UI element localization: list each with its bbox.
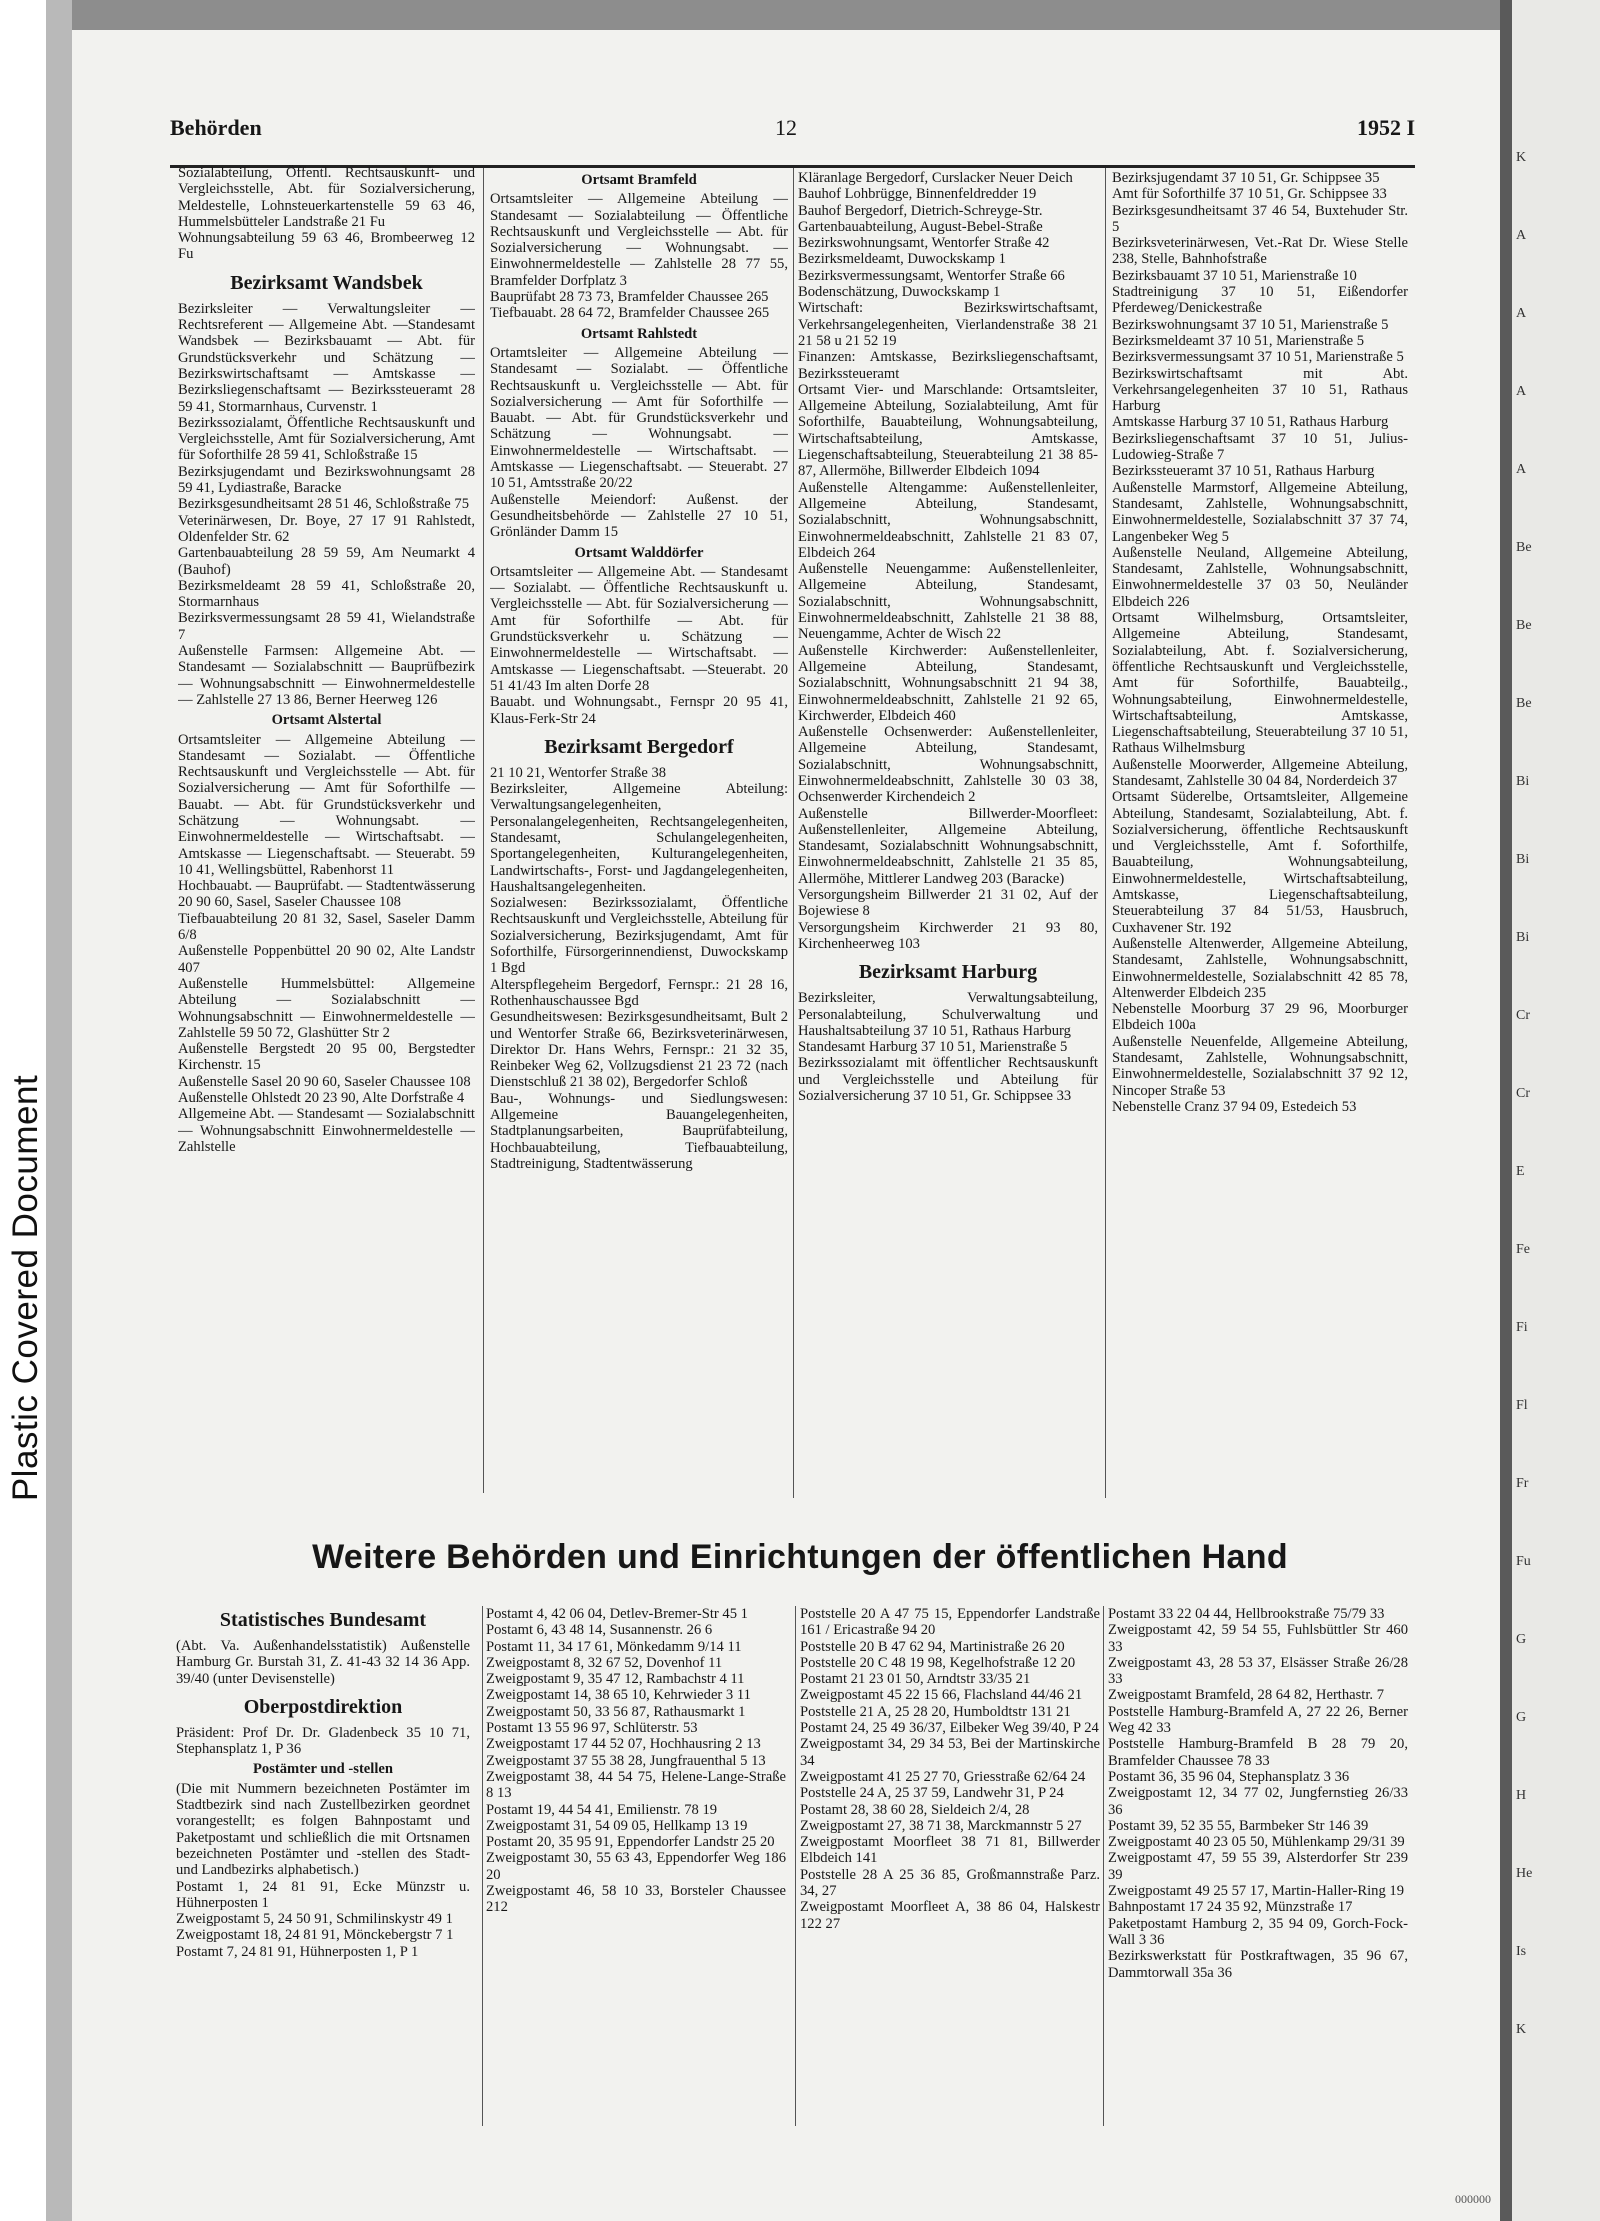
directory-entry: Postamt 39, 52 35 55, Barmbeker Str 146 39 [1108,1817,1369,1834]
directory-entry: Ortsamt Wilhelmsburg, Ortsamtsleiter, Allgemeine Abteilung, Standesamt, Sozialabteilung, Abt. f. Sozialversicherung, öffentliche Rechtsauskunft und Vergleichsstelle, Amt für Soforthilfe, Bauabteilg., Wohnungsabteilung, Einwohnermeldestelle, Wirtschaftsabteilung, Amtskasse, Liegenschaftsabteilung, Steuerabteilung 37 10 51, Rathaus Wilhelmsburg [1112,610,1408,757]
directory-entry: Zweigpostamt 12, 34 77 02, Jungfernstieg 26/33 36 [1108,1785,1408,1818]
next-page-fragment: Is [1516,1944,1527,1959]
directory-entry: Präsident: Prof Dr. Dr. Gladenbeck 35 10 71, Stephansplatz 1, P 36 [176,1724,470,1758]
directory-entry: Zweigpostamt 5, 24 50 91, Schmilinskystr 49 1 [176,1911,453,1928]
column-2 [490,168,788,1488]
directory-entry: 21 10 21, Wentorfer Straße 38 [490,764,667,781]
page-number: 12 [775,115,797,140]
directory-entry: Zweigpostamt 34, 29 34 53, Bei der Martinskirche 34 [800,1736,1100,1769]
subsection-heading: Ortsamt Rahlstedt [580,325,698,342]
directory-entry: Bezirkssozialamt, Öffentliche Rechtsauskunft und Vergleichsstelle, Amt für Sozialversicherung, Amt für Soforthilfe 28 59 41, Schloßstraße 15 [178,414,475,464]
directory-entry: Gesundheitswesen: Bezirksgesundheitsamt, Bult 2 und Wentorfer Straße 66, Bezirksveterinärwesen, Direktor Dr. Hans Wehrs, Fernspr.: 21 32 35, Reinbeker Weg 62, Vollzugsdienst 21 23 72 (nach Dienstschluß 21 38 02), Bergedorfer Schloß [490,1009,788,1091]
directory-entry: Nebenstelle Moorburg 37 29 96, Moorburger Elbdeich 100a [1112,1001,1408,1034]
directory-entry: Poststelle Hamburg-Bramfeld A, 27 22 26, Berner Weg 42 33 [1108,1703,1408,1737]
directory-entry: Bezirksveterinärwesen, Vet.-Rat Dr. Wiese Stelle 238, Stelle, Bahnhofstraße [1112,235,1408,268]
directory-entry: Zweigpostamt 8, 32 67 52, Dovenhof 11 [486,1654,723,1671]
directory-entry: Zweigpostamt 42, 59 54 55, Fuhlsbüttler Str 460 33 [1108,1622,1408,1655]
directory-entry: Bezirkssteueramt 37 10 51, Rathaus Harburg [1112,463,1375,480]
directory-entry: Außenstelle Ohlstedt 20 23 90, Alte Dorfstraße 4 [178,1090,465,1107]
main-heading: Weitere Behörden und Einrichtungen der öffentlichen Hand [312,1538,1288,1576]
directory-entry: Tiefbauabt. 28 64 72, Bramfelder Chaussee 265 [490,305,770,322]
directory-entry: Zweigpostamt 27, 38 71 38, Marckmannstr 5 27 [800,1817,1082,1834]
directory-entry: Außenstelle Ochsenwerder: Außenstellenleiter, Allgemeine Abteilung, Standesamt, Sozialabschnitt, Wohnungsabschnitt, Einwohnermeldeabschnitt, Zahlstelle 30 03 38, Ochsenwerder Kirchendeich 2 [798,724,1098,806]
next-page-fragment: Cr [1516,1086,1530,1101]
section-heading: Bezirksamt Harburg [858,961,1038,984]
directory-entry: Bezirksleiter, Verwaltungsabteilung, Personalabteilung, Schulverwaltung und Haushaltsabteilung 37 10 51, Rathaus Harburg [798,990,1098,1039]
column-rule [795,1606,796,2126]
subsection-heading: Ortsamt Alstertal [271,712,382,729]
bottom-column-3 [800,1606,1100,2126]
directory-entry: Sozialwesen: Bezirkssozialamt, Öffentliche Rechtsauskunft und Vergleichsstelle, Abteilung für Sozialversicherung, Bezirksjugendamt, Amt für Soforthilfe, Fürsorgerinnendienst, Duwockskamp 1 Bgd [490,895,788,977]
directory-entry: Postamt 24, 25 49 36/37, Eilbeker Weg 39/40, P 24 [800,1720,1099,1737]
directory-entry: Bezirkssozialamt mit öffentlicher Rechtsauskunft und Vergleichsstelle und Abteilung für Sozialversicherung 37 10 51, Gr. Schippsee 33 [798,1055,1098,1105]
directory-entry: Postamt 19, 44 54 41, Emilienstr. 78 19 [486,1801,718,1818]
directory-entry: Zweigpostamt Bramfeld, 28 64 82, Herthastr. 7 [1108,1687,1385,1704]
directory-entry: Ortsamtsleiter — Allgemeine Abteilung — Standesamt — Sozialabteilung — Öffentliche Rechtsauskunft und Vergleichsstelle — Abt. für Sozialversicherung — Wohnungsabt. — Einwohnermeldestelle — Zahlstelle 28 77 55, Bramfelder Dorfplatz 3 [490,191,788,289]
directory-entry: Poststelle 21 A, 25 28 20, Humboldtstr 131 21 [800,1703,1071,1720]
directory-entry: Bauabt. und Wohnungsabt., Fernspr 20 95 41, Klaus-Ferk-Str 24 [490,694,788,727]
directory-entry: Bezirksvermessungsamt, Wentorfer Straße 66 [798,267,1065,284]
directory-entry: Stadtreinigung 37 10 51, Eißendorfer Pferdeweg/Denickestraße [1112,284,1408,317]
directory-entry: Zweigpostamt 30, 55 63 43, Eppendorfer Weg 186 20 [486,1850,786,1883]
directory-entry: Postamt 6, 43 48 14, Susannenstr. 26 6 [486,1622,713,1639]
directory-entry: Bezirksleiter, Allgemeine Abteilung: Verwaltungsangelegenheiten, Personalangelegenheiten, Rechtsangelegenheiten, Standesamt, Schulangelegenheiten, Sportangelegenheiten, Kulturangelegenheiten, Landwirtschafts-, Forst- und Jagdangelegenheiten, Haushaltsangelegenheiten. [490,781,788,895]
directory-entry: Außenstelle Neuland, Allgemeine Abteilung, Standesamt, Zahlstelle, Wohnungsabschnitt, Einwohnermeldestelle 37 03 50, Neuländer Elbdeich 226 [1112,544,1408,610]
directory-entry: Tiefbauabteilung 20 81 32, Sasel, Saseler Damm 6/8 [178,910,475,944]
next-page-fragment: Be [1516,540,1532,555]
header-section: Behörden [170,115,262,140]
next-page-fragment: Bi [1516,852,1530,867]
directory-entry: Ortamtsleiter — Allgemeine Abteilung — Standesamt — Sozialabt. — Öffentliche Rechtsauskunft u. Vergleichsstelle — Abt. für Sozialversicherung — Amt für Soforthilfe — Bauabt. — Abt. für Grundstücksverkehr und Schätzung — Wohnungsabt. — Einwohnermeldestelle — Wirtschaftsabt. — Amtskasse — Liegenschaftsabt. — Steuerabt. 27 10 51, Amtsstraße 20/22 [490,344,788,492]
directory-entry: Bezirksgesundheitsamt 37 46 54, Buxtehuder Str. 5 [1112,202,1408,235]
column-4 [1112,170,1408,1500]
directory-entry: Postamt 21 23 01 50, Arndtstr 33/35 21 [800,1671,1031,1688]
directory-entry: Bezirksgesundheitsamt 28 51 46, Schloßstraße 75 [178,496,470,513]
directory-entry: Versorgungsheim Billwerder 21 31 02, Auf der Bojewiese 8 [798,887,1098,920]
column-rule [482,1606,483,2126]
directory-entry: Bezirksvermessungsamt 28 59 41, Wielandstraße 7 [178,610,475,643]
column-3 [798,170,1098,1500]
directory-entry: Bauprüfabt 28 73 73, Bramfelder Chaussee 265 [490,289,769,306]
section-heading: Bezirksamt Wandsbek [230,271,423,294]
next-page-fragment: A [1516,462,1527,477]
next-page-fragment: Be [1516,696,1532,711]
directory-entry: Veterinärwesen, Dr. Boye, 27 17 91 Rahlstedt, Oldenfelder Str. 62 [178,512,475,545]
directory-entry: Bezirksjugendamt und Bezirkswohnungsamt 28 59 41, Lydiastraße, Baracke [178,463,475,497]
directory-entry: (Abt. Va. Außenhandelsstatistik) Außenstelle Hamburg Gr. Burstah 31, Z. 41-43 32 14 36 App. 39/40 (unter Devisenstelle) [176,1638,470,1687]
directory-entry: Poststelle 28 A 25 36 85, Großmannstraße Parz. 34, 27 [800,1866,1100,1900]
column-1 [178,165,475,1495]
directory-entry: Zweigpostamt Moorfleet 38 71 81, Billwerder Elbdeich 141 [800,1834,1100,1867]
directory-entry: Poststelle 20 C 48 19 98, Kegelhofstraße 12 20 [800,1654,1076,1671]
directory-entry: Zweigpostamt 31, 54 09 05, Hellkamp 13 19 [486,1817,748,1834]
directory-entry: Zweigpostamt 14, 38 65 10, Kehrwieder 3 11 [486,1687,751,1704]
directory-entry: Zweigpostamt 37 55 38 28, Jungfrauenthal 5 13 [486,1752,766,1769]
directory-entry: Postamt 28, 38 60 28, Sieldeich 2/4, 28 [800,1801,1030,1818]
next-page-fragment: H [1516,1788,1527,1803]
directory-entry: Amtskasse Harburg 37 10 51, Rathaus Harburg [1112,414,1389,431]
directory-entry: Alterspflegeheim Bergedorf, Fernspr.: 21 28 16, Rothenhauschaussee Bgd [490,976,788,1009]
directory-entry: Bezirksvermessungsamt 37 10 51, Marienstraße 5 [1112,349,1404,366]
directory-entry: Postamt 20, 35 95 91, Eppendorfer Landstr 25 20 [486,1834,775,1851]
directory-entry: Außenstelle Billwerder-Moorfleet: Außenstellenleiter, Allgemeine Abteilung, Standesamt, Sozialabschnitt Wohnungsabschnitt, Einwohnermeldeabschnitt, Zahlstelle 21 35 85, Allermöhe, Mittlerer Landweg 203 (Baracke) [798,805,1098,887]
directory-entry: Postamt 36, 35 96 04, Stephansplatz 3 36 [1108,1768,1350,1785]
directory-entry: Sozialabteilung, Öffentl. Rechtsauskunft- und Vergleichsstelle, Abt. für Sozialversicherung, Meldestelle, Lohnsteuerkartenstelle 59 63 46, Hummelsbütteler Landstraße 21 Fu [178,165,475,230]
section-heading: Bezirksamt Bergedorf [544,735,734,758]
directory-entry: Ortsamt Vier- und Marschlande: Ortsamtsleiter, Allgemeine Abteilung, Sozialabteilung, Amt für Soforthilfe, Bauabteilung, Wohnungsabteilung, Wirtschaftsabteilung, Amtskasse, Liegenschaftsabteilung, Steuerabteilung 21 38 85-87, Allermöhe, Billwerder Elbdeich 1094 [798,381,1098,480]
directory-entry: Bezirksbauamt 37 10 51, Marienstraße 10 [1112,267,1357,284]
directory-entry: Zweigpostamt 50, 33 56 87, Rathausmarkt 1 [486,1703,746,1720]
directory-entry: Zweigpostamt 40 23 05 50, Mühlenkamp 29/31 39 [1108,1834,1405,1851]
directory-entry: Zweigpostamt 17 44 52 07, Hochhausring 2 13 [486,1736,761,1753]
next-page-fragment: Bi [1516,774,1530,789]
directory-entry: Zweigpostamt 45 22 15 66, Flachsland 44/46 21 [800,1687,1083,1704]
directory-entry: Bau-, Wohnungs- und Siedlungswesen: Allgemeine Bauangelegenheiten, Stadtplanungsarbeiten, Bauprüfabteilung, Hochbauabteilung, Tiefbauabteilung, Stadtreinigung, Stadtentwässerung [490,1090,788,1172]
directory-entry: Bezirkswirtschaftsamt mit Abt. Verkehrsangelegenheiten 37 10 51, Rathaus Harburg [1112,365,1408,415]
directory-entry: Außenstelle Altengamme: Außenstellenleiter, Allgemeine Abteilung, Standesamt, Sozialabschnitt, Wohnungsabschnitt, Einwohnermeldeabschnitt, Zahlstelle 21 83 07, Elbdeich 264 [798,479,1098,561]
bottom-column-4 [1108,1606,1408,2126]
directory-entry: Bezirksmeldeamt, Duwockskamp 1 [798,251,1006,268]
directory-entry: Außenstelle Sasel 20 90 60, Saseler Chaussee 108 [178,1073,471,1090]
directory-entry: Paketpostamt Hamburg 2, 35 94 09, Gorch-Fock-Wall 3 36 [1108,1915,1408,1948]
column-rule [483,168,484,1493]
section-heading: Oberpostdirektion [243,1695,403,1718]
directory-entry: Finanzen: Amtskasse, Bezirksliegenschaftsamt, Bezirkssteueramt [798,349,1098,382]
directory-entry: Zweigpostamt Moorfleet A, 38 86 04, Halskestr 122 27 [800,1899,1100,1932]
directory-entry: Außenstelle Poppenbüttel 20 90 02, Alte Landstr 407 [178,943,475,976]
column-rule [1105,168,1106,1498]
bottom-column-1 [176,1600,470,2120]
directory-entry: Bezirksleiter — Verwaltungsleiter — Rechtsreferent — Allgemeine Abt. —Standesamt Wandsbek — Bezirksbauamt — Abt. für Grundstücksverkehr und Schätzung — Bezirkswirtschaftsamt — Amtskasse — Bezirksliegenschaftsamt — Bezirkssteueramt 28 59 41, Stormarnhaus, Curvenstr. 1 [178,300,475,415]
directory-entry: Poststelle 24 A, 25 37 59, Landwehr 31, P 24 [800,1785,1064,1802]
directory-entry: Außenstelle Bergstedt 20 95 00, Bergstedter Kirchenstr. 15 [178,1041,475,1074]
directory-entry: Ortsamtsleiter — Allgemeine Abt. — Standesamt — Sozialabt. — Öffentliche Rechtsauskunft u. Vergleichsstelle — Abt. für Sozialversicherung — Amt für Soforthilfe — Abt. für Grundstücksverkehr u. Schätzung — Einwohnermeldestelle — Wirtschaftsabt. — Amtskasse — Liegenschaftsabt. —Steuerabt. 20 51 41/43 Im alten Dorfe 28 [490,563,788,694]
directory-entry: Postamt 7, 24 81 91, Hühnerposten 1, P 1 [176,1943,419,1960]
next-page-fragment: K [1516,2022,1527,2037]
directory-entry: Außenstelle Moorwerder, Allgemeine Abteilung, Standesamt, Zahlstelle 30 04 84, Norderdeich 37 [1112,756,1408,789]
directory-entry: Bezirkswohnungsamt 37 10 51, Marienstraße 5 [1112,316,1389,333]
directory-entry: Bahnpostamt 17 24 35 92, Münzstraße 17 [1108,1899,1353,1916]
directory-entry: Zweigpostamt 49 25 57 17, Martin-Haller-Ring 19 [1108,1883,1404,1900]
directory-entry: Kläranlage Bergedorf, Curslacker Neuer Deich [798,170,1073,186]
directory-entry: Ortsamtsleiter — Allgemeine Abteilung — Standesamt — Sozialabt. — Öffentliche Rechtsauskunft und Vergleichsstelle — Abt. für Sozialversicherung — Amt für Soforthilfe —Bauabt. — Abt. für Grundstücksverkehr und Schätzung — Wohnungsabt. — Einwohnermeldestelle — Wirtschaftsabt. — Amtskasse — Liegenschaftsabt. — Steuerabt. 59 10 41, Wellingsbüttel, Rabenhorst 11 [178,731,475,878]
directory-entry: Bezirksmeldeamt 37 10 51, Marienstraße 5 [1112,332,1365,349]
directory-entry: Bezirkswohnungsamt, Wentorfer Straße 42 [798,235,1050,252]
directory-entry: Außenstelle Kirchwerder: Außenstellenleiter, Allgemeine Abteilung, Standesamt, Sozialabschnitt, Wohnungsabschnitt 21 94 38, Einwohnermeldeabschnitt, Zahlstelle 21 92 65, Kirchwerder, Elbdeich 460 [798,642,1098,724]
directory-entry: Nebenstelle Cranz 37 94 09, Estedeich 53 [1112,1098,1357,1115]
next-page-fragment: Fe [1516,1242,1530,1257]
next-page-fragment: Fi [1516,1320,1528,1335]
side-label: Plastic Covered Document [6,1074,45,1502]
directory-entry: Außenstelle Hummelsbüttel: Allgemeine Abteilung — Sozialabschnitt — Wohnungsabschnitt — Einwohnermeldestelle — Zahlstelle 59 50 72, Glashütter Str 2 [178,975,475,1041]
directory-entry: Gartenbauabteilung 28 59 59, Am Neumarkt 4 (Bauhof) [178,545,475,578]
directory-entry: Außenstelle Meiendorf: Außenst. der Gesundheitsbehörde — Zahlstelle 27 10 51, Grönländer Damm 15 [490,491,788,541]
directory-entry: Amt für Soforthilfe 37 10 51, Gr. Schippsee 33 [1112,186,1387,203]
directory-entry: Standesamt Harburg 37 10 51, Marienstraße 5 [798,1039,1068,1056]
directory-entry: Bezirksliegenschaftsamt 37 10 51, Julius-Ludowieg-Straße 7 [1112,430,1408,464]
directory-entry: Poststelle Hamburg-Bramfeld B 28 79 20, Bramfelder Chaussee 78 33 [1108,1736,1408,1769]
directory-entry: Außenstelle Farmsen: Allgemeine Abt. — Standesamt — Sozialabschnitt — Bauprüfbezirk — Wohnungsabschnitt — Einwohnermeldestelle — Zahlstelle 27 13 86, Berner Heerweg 126 [178,643,475,708]
directory-entry: Versorgungsheim Kirchwerder 21 93 80, Kirchenheerweg 103 [798,919,1098,952]
directory-entry: Postamt 11, 34 17 61, Mönkedamm 9/14 11 [486,1638,742,1655]
next-page-fragment: G [1516,1632,1527,1647]
directory-entry: Wohnungsabteilung 59 63 46, Brombeerweg 12 Fu [178,230,475,263]
directory-entry: Postamt 1, 24 81 91, Ecke Münzstr u. Hühnerposten 1 [176,1878,470,1911]
subsection-heading: Postämter und -stellen [253,1761,393,1778]
footer-mark: 000000 [1455,2192,1491,2206]
directory-entry: Bodenschätzung, Duwockskamp 1 [798,284,1001,301]
directory-entry: Außenstelle Altenwerder, Allgemeine Abteilung, Standesamt, Zahlstelle, Wohnungsabschnitt, Einwohnermeldestelle, Sozialabschnitt 42 85 78, Altenwerder Elbdeich 235 [1112,935,1408,1001]
subsection-heading: Ortsamt Bramfeld [581,172,697,188]
bottom-column-2 [486,1606,786,2126]
directory-entry: Zweigpostamt 38, 44 54 75, Helene-Lange-Straße 8 13 [486,1768,786,1802]
next-page-fragment: Bi [1516,930,1530,945]
directory-entry: Postamt 33 22 04 44, Hellbrookstraße 75/79 33 [1108,1606,1385,1622]
directory-entry: Bauhof Bergedorf, Dietrich-Schreyge-Str. [798,202,1043,219]
next-page-edge [1512,0,1600,2221]
next-page-fragment: A [1516,384,1527,399]
next-page-fragment: A [1516,306,1527,321]
directory-entry: Gartenbauabteilung, August-Bebel-Straße [798,218,1043,235]
next-page-fragment: Cr [1516,1008,1530,1023]
directory-entry: Postamt 13 55 96 97, Schlüterstr. 53 [486,1720,698,1737]
directory-entry: Außenstelle Neuengamme: Außenstellenleiter, Allgemeine Abteilung, Standesamt, Sozialabschnitt, Wohnungsabschnitt, Einwohnermeldeabschnitt, Zahlstelle 21 38 88, Neuengamme, Achter de Wisch 22 [798,561,1098,643]
next-page-fragment: Fr [1516,1476,1529,1491]
directory-entry: Bezirksmeldeamt 28 59 41, Schloßstraße 20, Stormarnhaus [178,577,475,611]
subsection-heading: Ortsamt Walddörfer [574,544,704,561]
directory-entry: Poststelle 20 B 47 62 94, Martinistraße 26 20 [800,1638,1065,1655]
directory-entry: Ortsamt Süderelbe, Ortsamtsleiter, Allgemeine Abteilung, Standesamt, Sozialabteilung, Abt. f. Sozialversicherung, öffentliche Rechtsauskunft und Vergleichsstelle, Amt f. Soforthilfe, Bauabteilung, Wohnungsabteilung, Einwohnermeldestelle, Wirtschaftsabteilung, Amtskasse, Liegenschaftsabteilung, Steuerabteilung 37 84 51/53, Hausbruch, Cuxhavener Str. 192 [1112,789,1408,936]
directory-entry: Zweigpostamt 46, 58 10 33, Borsteler Chaussee 212 [486,1883,786,1916]
directory-entry: Zweigpostamt 47, 59 55 39, Alsterdorfer Str 239 39 [1108,1850,1408,1883]
next-page-fragment: E [1516,1164,1525,1179]
directory-entry: Zweigpostamt 18, 24 81 91, Mönckebergstr 7 1 [176,1927,454,1944]
book-spine [1500,0,1512,2221]
page-header [170,115,1415,168]
header-year: 1952 I [1356,115,1415,140]
directory-entry: Poststelle 20 A 47 75 15, Eppendorfer Landstraße 161 / Ericastraße 94 20 [800,1606,1100,1639]
directory-entry: Postamt 4, 42 06 04, Detlev-Bremer-Str 45 1 [486,1606,748,1622]
next-page-fragment: G [1516,1710,1527,1725]
next-page-fragment: He [1516,1866,1533,1881]
column-rule [1103,1606,1104,2126]
directory-entry: Wirtschaft: Bezirkswirtschaftsamt, Verkehrsangelegenheiten, Vierlandenstraße 38 21 21 58 u 21 52 19 [798,300,1098,349]
next-page-fragment: Fl [1516,1398,1528,1413]
directory-entry: (Die mit Nummern bezeichneten Postämter im Stadtbezirk sind nach Zustellbezirken geordnet vorangestellt; es folgen Bahnpostamt und Paketpostamt und schließlich die mit Ortsnamen bezeichneten Postämter und -stellen des Stadt- und Landbezirks alphabetisch.) [176,1780,470,1879]
directory-entry: Außenstelle Neuenfelde, Allgemeine Abteilung, Standesamt, Zahlstelle, Wohnungsabschnitt, Einwohnermeldestelle, Sozialabschnitt 37 92 12, Nincoper Straße 53 [1112,1033,1408,1099]
next-page-fragment: Fu [1516,1554,1531,1569]
directory-entry: Zweigpostamt 9, 35 47 12, Rambachstr 4 11 [486,1671,745,1688]
directory-entry: Allgemeine Abt. — Standesamt — Sozialabschnitt — Wohnungsabschnitt Einwohnermeldestelle — Zahlstelle [178,1106,475,1155]
directory-entry: Bauhof Lohbrügge, Binnenfeldredder 19 [798,186,1037,203]
next-page-fragment: A [1516,228,1527,243]
scan-edge [46,0,72,2221]
directory-entry: Zweigpostamt 41 25 27 70, Griesstraße 62/64 24 [800,1768,1086,1785]
directory-entry: Bezirksjugendamt 37 10 51, Gr. Schippsee 35 [1112,170,1380,186]
directory-entry: Zweigpostamt 43, 28 53 37, Elsässer Straße 26/28 33 [1108,1654,1408,1688]
next-page-fragment: Be [1516,618,1532,633]
section-heading: Statistisches Bundesamt [219,1609,427,1631]
directory-entry: Hochbauabt. — Bauprüfabt. — Stadtentwässerung 20 90 60, Sasel, Saseler Chaussee 108 [178,878,475,911]
next-page-fragment: K [1516,150,1527,165]
column-rule [793,168,794,1498]
directory-entry: Bezirkswerkstatt für Postkraftwagen, 35 96 67, Dammtorwall 35a 36 [1108,1948,1408,1981]
directory-entry: Außenstelle Marmstorf, Allgemeine Abteilung, Standesamt, Zahlstelle, Wohnungsabschnitt, Einwohnermeldestelle, Sozialabschnitt 37 37 74, Langenbeker Weg 5 [1112,479,1408,545]
